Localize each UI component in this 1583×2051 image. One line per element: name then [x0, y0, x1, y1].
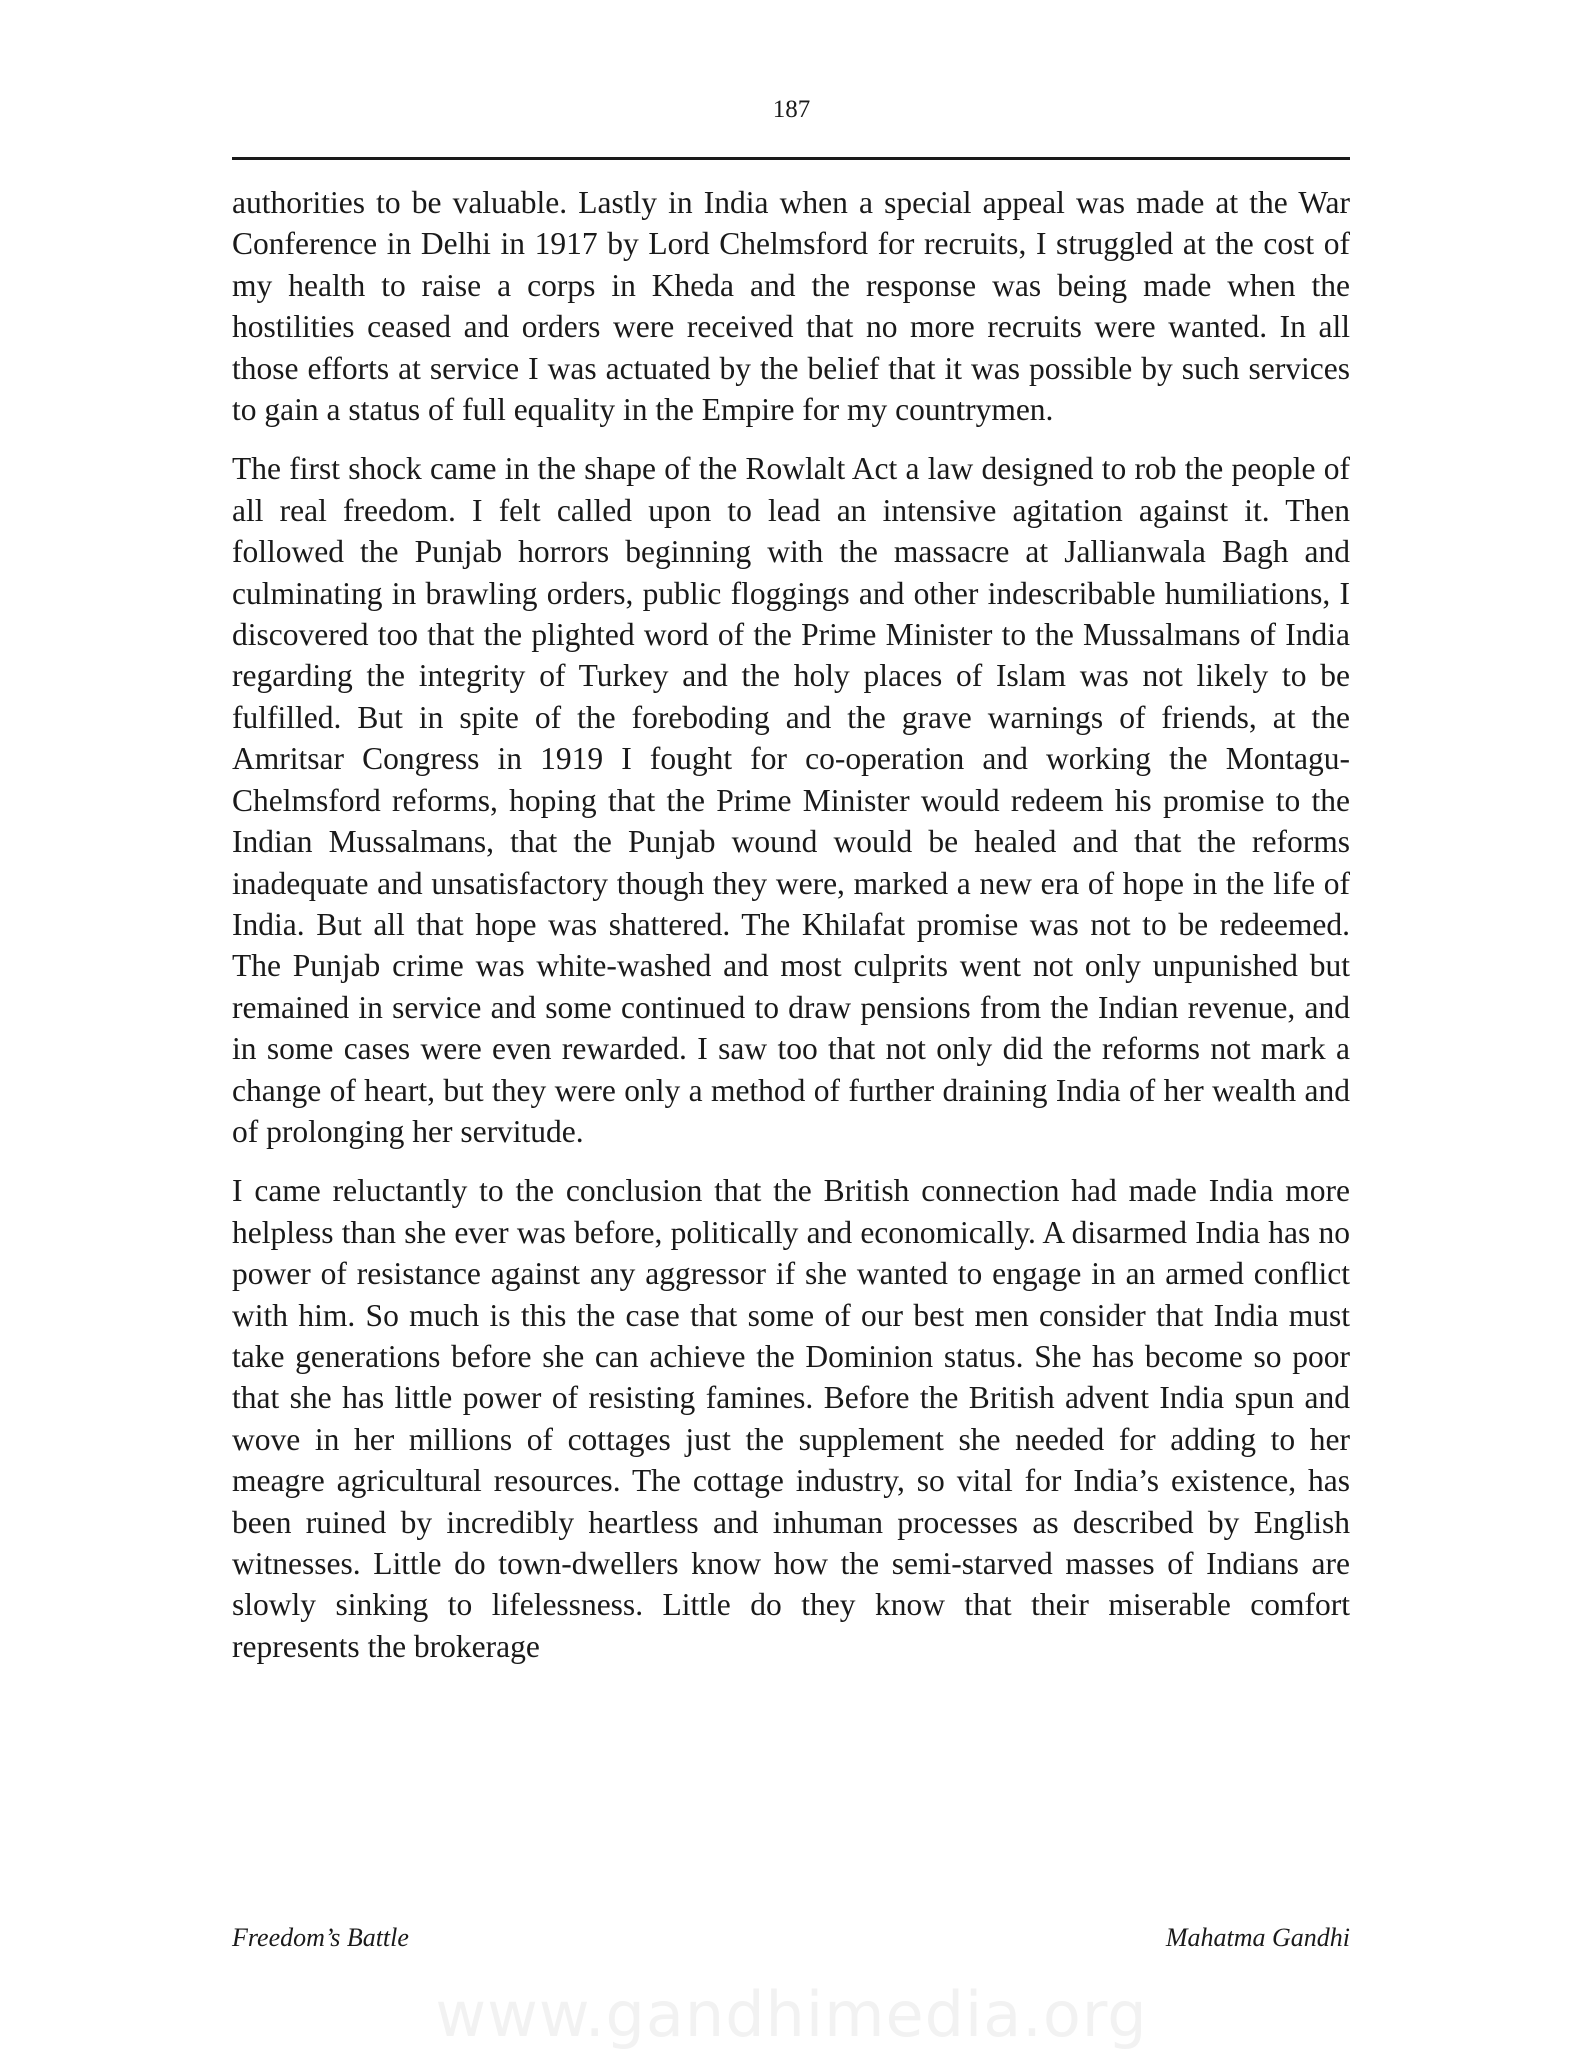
footer-author: Mahatma Gandhi: [1165, 1923, 1350, 1952]
paragraph-1: authorities to be valuable. Lastly in India when a special appeal was made at the War Conference in Delhi in 1917 by Lord Chelmsford for recruits, I struggled at the cost of my health to raise a corps in Kheda and the response was being made when the hostilities ceased and orders were received that no more recruits were wanted. In all those efforts at service I was actuated by the belief that it was possible by such services to gain a status of full equality in the Empire for my countrymen.: [232, 185, 1350, 428]
paragraph-3: I came reluctantly to the conclusion that the British connection had made India more helpless than she ever was before, politically and economically. A disarmed India has no power of resistance against any aggressor if she wanted to engage in an armed conflict with him. So much is this the case that some of our best men consider that India must take generations before she can achieve the Dominion status. She has become so poor that she has little power of resisting famines. Before the British advent India spun and wove in her millions of cottages just the supplement she needed for adding to her meagre agricultural resources. The cottage industry, so vital for India’s existence, has been ruined by incredibly heartless and inhuman processes as described by English witnesses. Little do town-dwellers know how the semi-starved masses of Indians are slowly sinking to lifelessness. Little do they know that their miserable comfort represents the brokerage: [232, 1173, 1350, 1664]
footer-book-title: Freedom’s Battle: [232, 1923, 409, 1952]
body-text: [232, 182, 1350, 1685]
paragraph-2: The first shock came in the shape of the Rowlalt Act a law designed to rob the people of all real freedom. I felt called upon to lead an intensive agitation against it. Then followed the Punjab horrors beginning with the massacre at Jallianwala Bagh and culminating in brawling orders, public floggings and other indescribable humiliations, I discovered too that the plighted word of the Prime Minister to the Mussalmans of India regarding the integrity of Turkey and the holy places of Islam was not likely to be fulfilled. But in spite of the foreboding and the grave warnings of friends, at the Amritsar Congress in 1919 I fought for co-operation and working the Montagu-Chelmsford reforms, hoping that the Prime Minister would redeem his promise to the Indian Mussalmans, that the Punjab wound would be healed and that the reforms inadequate and unsatisfactory though they were, marked a new era of hope in the life of India. But all that hope was shattered. The Khilafat promise was not to be redeemed. The Punjab crime was white-washed and most culprits went not only unpunished but remained in service and some continued to draw pensions from the Indian revenue, and in some cases were even rewarded. I saw too that not only did the reforms not mark a change of heart, but they were only a method of further draining India of her wealth and of prolonging her servitude.: [232, 451, 1350, 1149]
header-rule: [232, 157, 1350, 160]
page-number: 187: [772, 96, 811, 123]
watermark: www.gandhimedia.org: [435, 1978, 1148, 2051]
